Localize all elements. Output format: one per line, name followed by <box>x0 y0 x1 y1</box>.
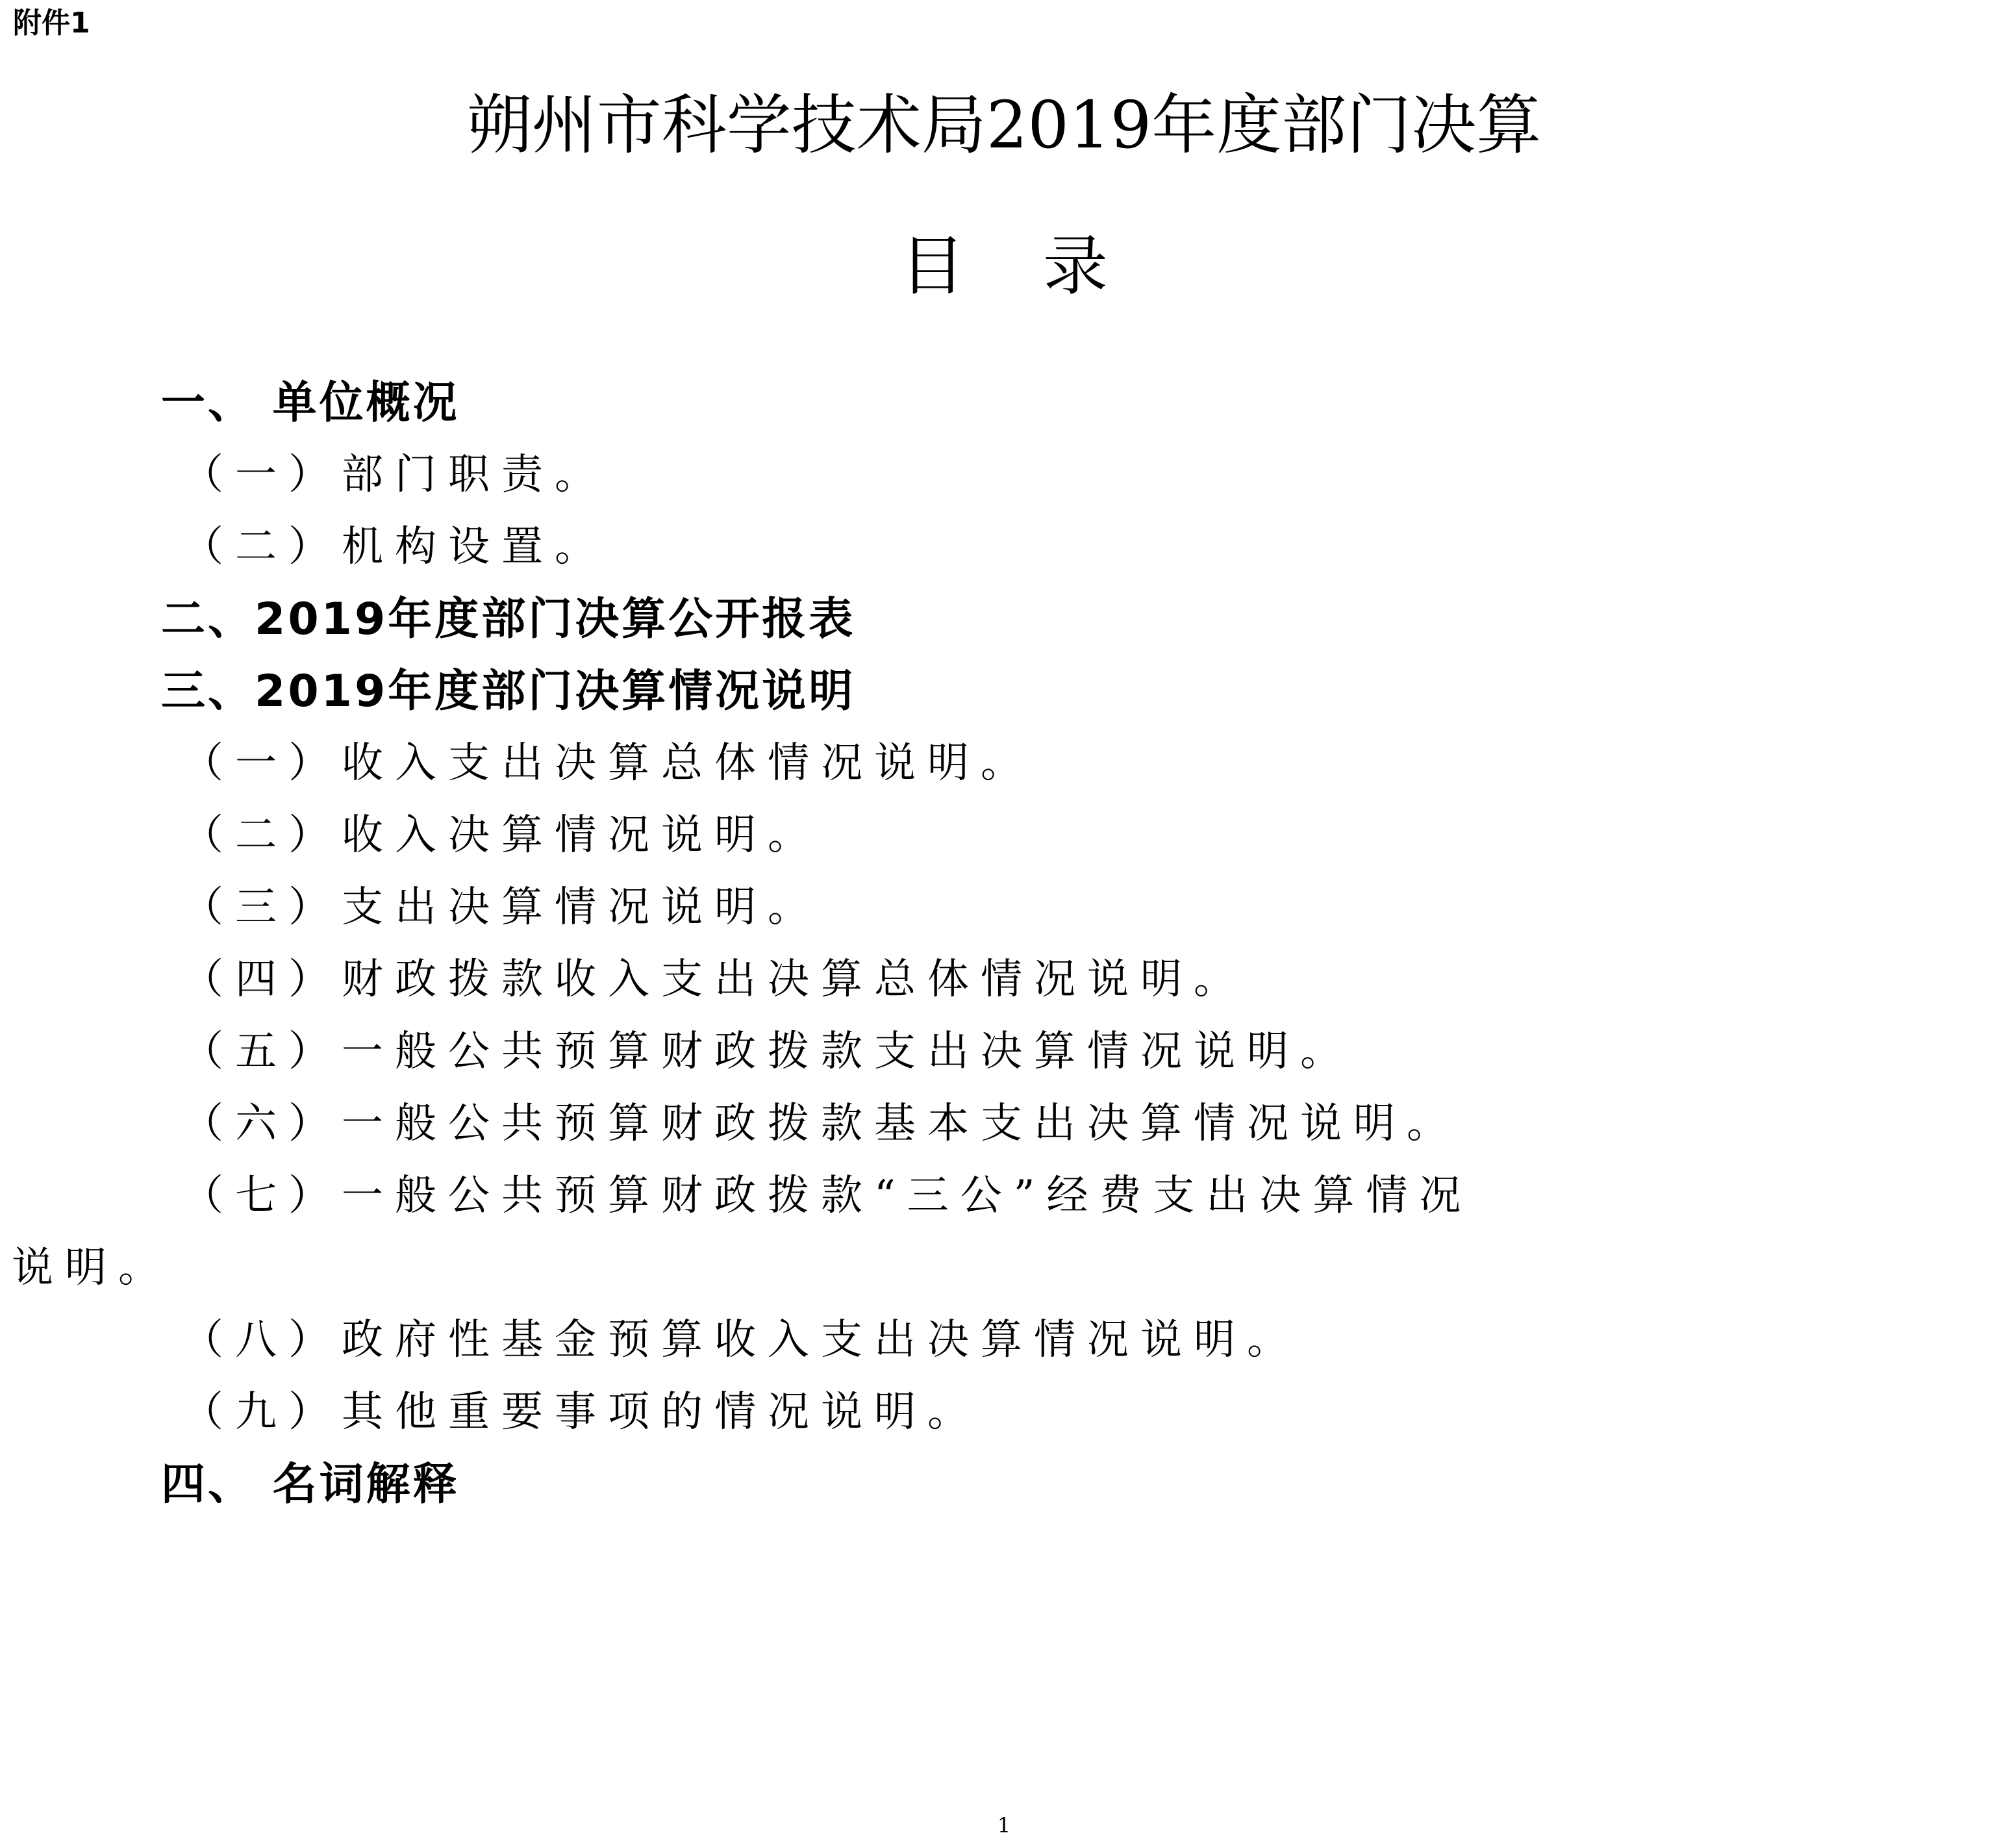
toc-item-government-fund-budget[interactable]: （八）政府性基金预算收入支出决算情况说明。 <box>182 1316 1300 1364</box>
document-title: 朔州市科学技术局2019年度部门决算 <box>466 87 1542 163</box>
toc-item-glossary[interactable]: 四、 名词解释 <box>161 1459 460 1510</box>
toc-item-three-public-expenses-line2: 说明。 <box>12 1244 171 1292</box>
toc-item-other-important-matters[interactable]: （九）其他重要事项的情况说明。 <box>182 1388 981 1436</box>
page-number: 1 <box>997 1813 1011 1838</box>
toc-item-general-budget-basic-expenditure[interactable]: （六）一般公共预算财政拨款基本支出决算情况说明。 <box>182 1100 1460 1148</box>
toc-item-income-accounts[interactable]: （二）收入决算情况说明。 <box>182 811 821 859</box>
toc-item-public-reports[interactable]: 二、2019年度部门决算公开报表 <box>161 594 856 645</box>
toc-item-three-public-expenses[interactable] <box>0 1160 2008 1304</box>
toc-item-income-expenditure-overall[interactable]: （一）收入支出决算总体情况说明。 <box>182 739 1034 787</box>
toc-heading-part2: 录 <box>1043 228 1108 304</box>
attachment-label: 附件1 <box>13 6 90 40</box>
toc-list <box>0 367 2008 1521</box>
toc-item-three-public-expenses-line1: （七）一般公共预算财政拨款“三公”经费支出决算情况 <box>182 1172 1473 1220</box>
toc-item-fiscal-appropriation-overall[interactable]: （四）财政拨款收入支出决算总体情况说明。 <box>182 956 1247 1004</box>
toc-heading <box>0 224 2008 309</box>
toc-item-organization-setup[interactable]: （二）机构设置。 <box>182 523 608 571</box>
toc-item-expenditure-accounts[interactable]: （三）支出决算情况说明。 <box>182 883 821 931</box>
toc-heading-part1: 目 <box>900 228 965 304</box>
toc-item-general-budget-expenditure[interactable]: （五）一般公共预算财政拨款支出决算情况说明。 <box>182 1028 1353 1076</box>
toc-item-unit-overview[interactable]: 一、 单位概况 <box>161 377 460 429</box>
toc-item-department-duties[interactable]: （一）部门职责。 <box>182 451 608 499</box>
toc-item-situation-explanation[interactable]: 三、2019年度部门决算情况说明 <box>161 666 856 717</box>
